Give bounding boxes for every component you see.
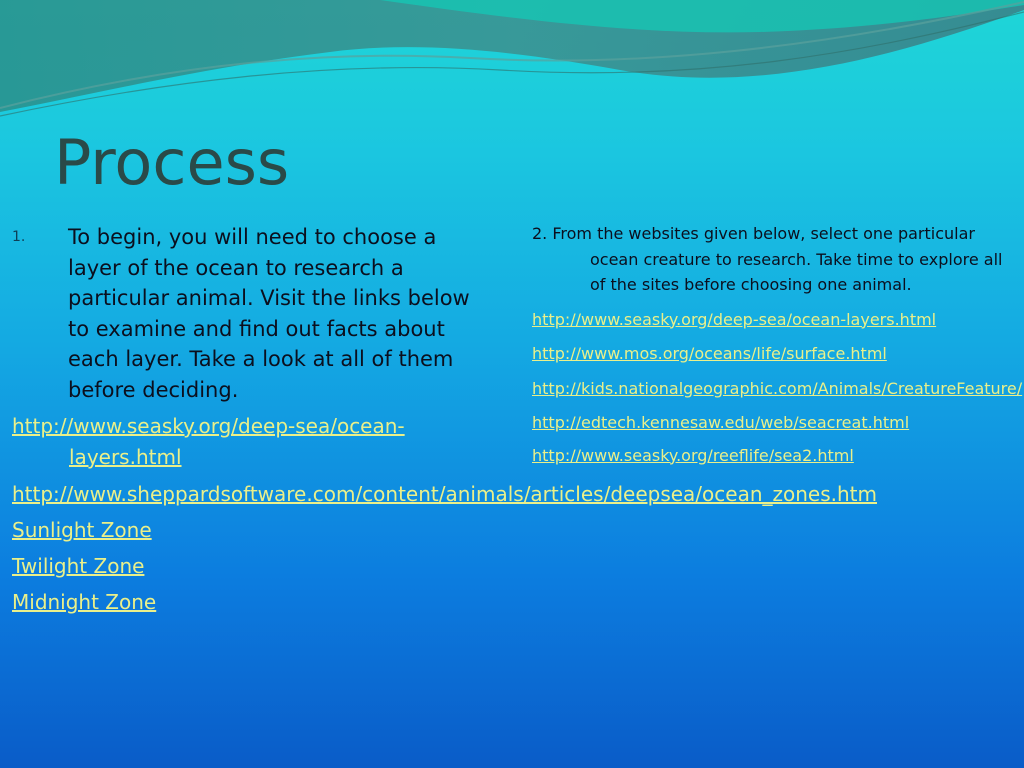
header-wave-decoration xyxy=(0,0,1024,130)
link-mos-surface[interactable]: http://www.mos.org/oceans/life/surface.html xyxy=(532,344,887,363)
link-sheppard-ocean-zones[interactable]: http://www.sheppardsoftware.com/content/animals/articles/deepsea/ocean_zones.htm xyxy=(12,482,877,506)
step-one-text: To begin, you will need to choose a layer of the ocean to research a particular animal. Visit the links below to examine and find out facts about each layer. Take a look at all of them before deciding. xyxy=(68,225,470,402)
link-midnight-zone[interactable]: Midnight Zone xyxy=(12,590,157,614)
slide-title: Process xyxy=(54,126,290,199)
link-seasky-ocean-layers-2[interactable]: http://www.seasky.org/deep-sea/ocean-layers.html xyxy=(532,309,937,329)
link-twilight-zone[interactable]: Twilight Zone xyxy=(12,554,145,578)
list-number: 1. xyxy=(12,229,26,245)
step-one xyxy=(12,222,492,405)
link-sunlight-zone[interactable]: Sunlight Zone xyxy=(12,518,152,542)
link-seasky-reeflife[interactable]: http://www.seasky.org/reeflife/sea2.html xyxy=(532,445,854,465)
step-two-text: 2. From the websites given below, select one particular ocean creature to research. Take time to explore all of the sites before choosing one animal. xyxy=(532,224,1003,294)
link-seasky-ocean-layers[interactable]: http://www.seasky.org/deep-sea/ocean-layers.html xyxy=(12,414,405,469)
link-kennesaw-seacreat[interactable]: http://edtech.kennesaw.edu/web/seacreat.html xyxy=(532,413,910,432)
link-natgeo-creature-feature[interactable]: http://kids.nationalgeographic.com/Animals/CreatureFeature/ xyxy=(532,378,1023,398)
right-column xyxy=(532,221,1023,468)
